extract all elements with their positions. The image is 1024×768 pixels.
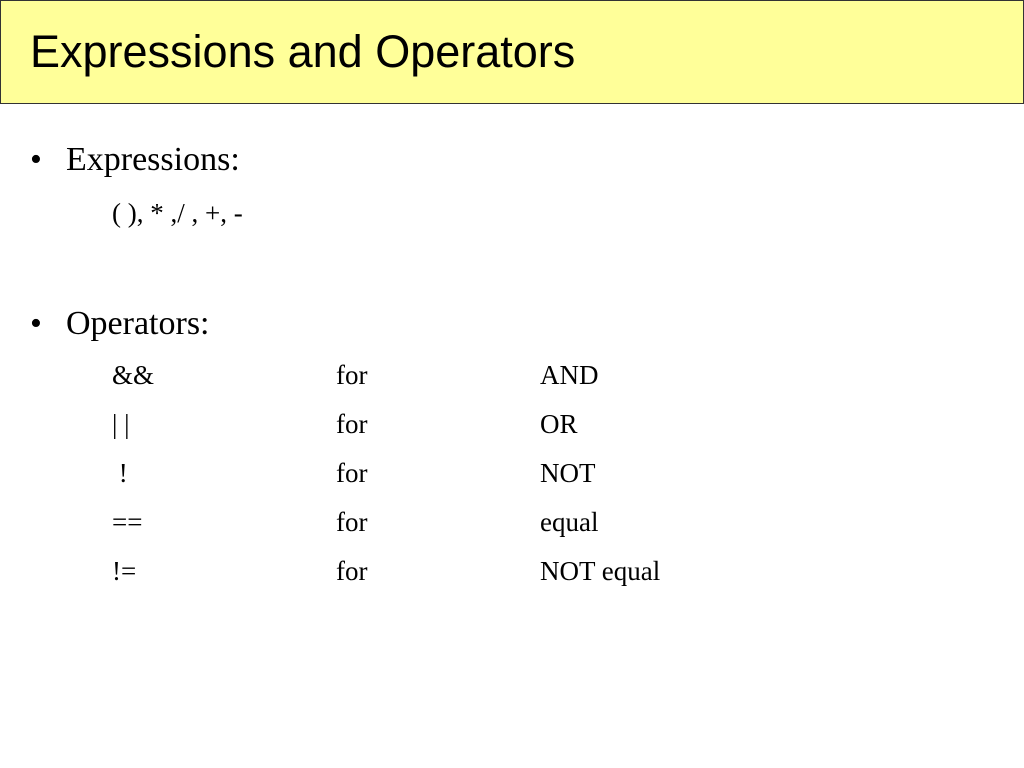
operator-row-equal: [0, 506, 1024, 538]
operator-meaning: NOT: [540, 458, 596, 488]
expressions-bullet: [30, 140, 240, 180]
operator-meaning: OR: [540, 409, 578, 439]
operator-for-word: for: [336, 409, 368, 439]
operator-meaning: equal: [540, 507, 599, 537]
operators-heading: Operators:: [66, 305, 210, 342]
operator-symbol: &&: [112, 360, 155, 390]
expressions-heading: Expressions:: [66, 141, 240, 178]
title-bar: [0, 0, 1024, 104]
bullet-icon: •: [30, 141, 42, 178]
operator-for-word: for: [336, 360, 368, 390]
operator-for-word: for: [336, 507, 368, 537]
operator-symbol: ==: [112, 507, 143, 537]
operator-symbol: !: [112, 458, 128, 488]
operator-symbol: !=: [112, 556, 137, 586]
operator-row-and: [0, 359, 1024, 391]
operators-bullet: [30, 304, 210, 344]
operator-for-word: for: [336, 458, 368, 488]
slide-title: Expressions and Operators: [30, 26, 576, 77]
bullet-icon: •: [30, 305, 42, 342]
expressions-list: ( ), * ,/ , +, -: [112, 198, 243, 228]
operator-row-not-equal: [0, 555, 1024, 587]
operator-for-word: for: [336, 556, 368, 586]
operator-symbol: | |: [112, 409, 130, 439]
operator-meaning: AND: [540, 360, 599, 390]
operator-row-or: [0, 408, 1024, 440]
operator-row-not: [0, 457, 1024, 489]
operator-meaning: NOT equal: [540, 556, 661, 586]
